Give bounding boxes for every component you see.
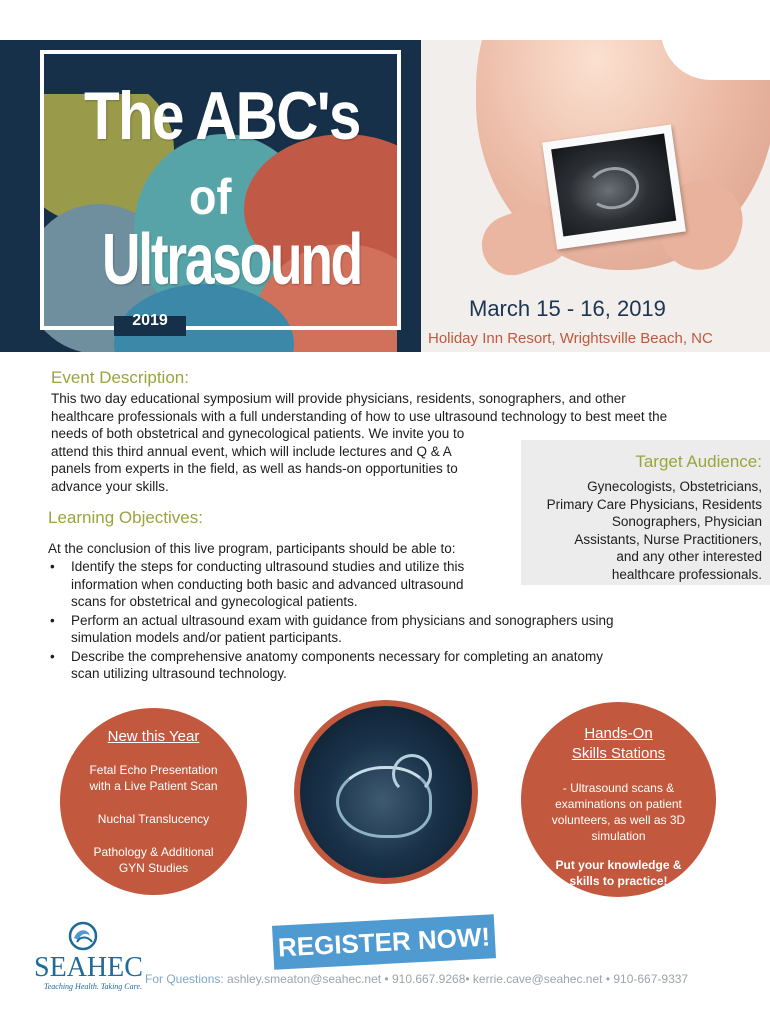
text-line: and any other interested: [616, 549, 762, 564]
text-line: Gynecologists, Obstetricians,: [587, 479, 762, 494]
hands-on-cta: [521, 857, 716, 889]
text-line: information when conducting both basic and advanced ultrasound: [71, 576, 464, 592]
text-line: GYN Studies: [118, 861, 189, 875]
sonogram-print: [542, 124, 686, 249]
text-line: Primary Care Physicians, Residents: [546, 496, 762, 512]
wave-logo-icon: [68, 920, 98, 952]
event-description-heading: Event Description:: [51, 368, 189, 387]
footer-lead: For Questions:: [145, 972, 224, 986]
new-this-year-circle: [60, 708, 247, 895]
text-line: healthcare professionals.: [611, 566, 762, 582]
text-line: attend this third annual event, which will include lectures and Q & A: [51, 443, 452, 459]
text-line: volunteers, as well as 3D: [551, 813, 686, 827]
text-line: Hands-On: [584, 725, 653, 742]
event-year: 2019: [132, 312, 168, 329]
text-line: Fetal Echo Presentation: [89, 763, 218, 777]
text-line: • Perform an actual ultrasound exam with guidance from physicians and sonographers using: [71, 612, 614, 628]
new-item: [60, 762, 247, 794]
text-line: This two day educational symposium will provide physicians, residents, sonographers, and other: [51, 391, 626, 406]
event-title-line3: Ultrasound: [102, 220, 362, 300]
new-item: [60, 844, 247, 876]
objectives-list: [48, 558, 688, 684]
text-line: needs of both obstetrical and gynecological patients. We invite you to: [51, 426, 465, 441]
text-line: • Describe the comprehensive anatomy components necessary for completing an anatomy: [71, 648, 604, 664]
text-line: simulation models and/or patient participants.: [71, 630, 342, 645]
list-item: [48, 558, 688, 611]
list-item: [48, 648, 688, 683]
target-audience-heading: Target Audience:: [635, 452, 762, 471]
new-item: Nuchal Translucency: [97, 812, 210, 826]
list-item: [48, 612, 688, 647]
text-line: advance your skills.: [51, 478, 169, 494]
text-line: examinations on patient: [555, 797, 682, 811]
objectives-intro: At the conclusion of this live program, participants should be able to:: [48, 541, 456, 556]
contact-footer: [145, 972, 688, 986]
text-line: with a Live Patient Scan: [89, 779, 218, 793]
hands-on-circle: [521, 702, 716, 897]
text-line: panels from experts in the field, as well as hands-on opportunities to: [51, 461, 458, 476]
event-title-line1: The ABC's: [84, 78, 360, 154]
event-title-line2: of: [189, 169, 232, 225]
text-line: scans for obstetrical and gynecological patients.: [71, 594, 358, 609]
hands-on-heading: [521, 724, 716, 764]
event-dates: March 15 - 16, 2019: [469, 296, 666, 321]
text-line: simulation: [591, 829, 646, 843]
footer-contacts[interactable]: ashley.smeaton@seahec.net • 910.667.9268• kerrie.cave@seahec.net • 910-667-9337: [227, 972, 689, 986]
text-line: scan utilizing ultrasound technology.: [71, 666, 287, 681]
text-line: Sonographers, Physician: [611, 514, 762, 529]
text-line: - Ultrasound scans &: [562, 781, 675, 795]
text-line: Assistants, Nurse Practitioners,: [574, 531, 762, 547]
register-now-button[interactable]: REGISTER NOW!: [272, 914, 496, 970]
sonogram-circle-image: [294, 700, 478, 884]
learning-objectives-heading: Learning Objectives:: [48, 508, 203, 527]
text-line: Pathology & Additional: [93, 845, 214, 859]
text-line: Skills Stations: [571, 745, 666, 762]
text-line: skills to practice!: [569, 874, 668, 888]
new-this-year-heading: New this Year: [107, 728, 200, 745]
logo-name: SEAHEC: [34, 952, 143, 983]
text-line: • Identify the steps for conducting ultrasound studies and utilize this: [71, 559, 465, 574]
logo-tagline: Teaching Health. Taking Care.: [44, 982, 143, 991]
fetus-head-shape: [392, 754, 432, 794]
text-line: healthcare professionals with a full understanding of how to use ultrasound technology to best meet the: [51, 408, 668, 424]
event-venue: Holiday Inn Resort, Wrightsville Beach, NC: [428, 330, 713, 347]
hands-on-description: [521, 780, 716, 844]
text-line: Put your knowledge &: [555, 858, 682, 872]
seahec-logo: [30, 920, 145, 1000]
